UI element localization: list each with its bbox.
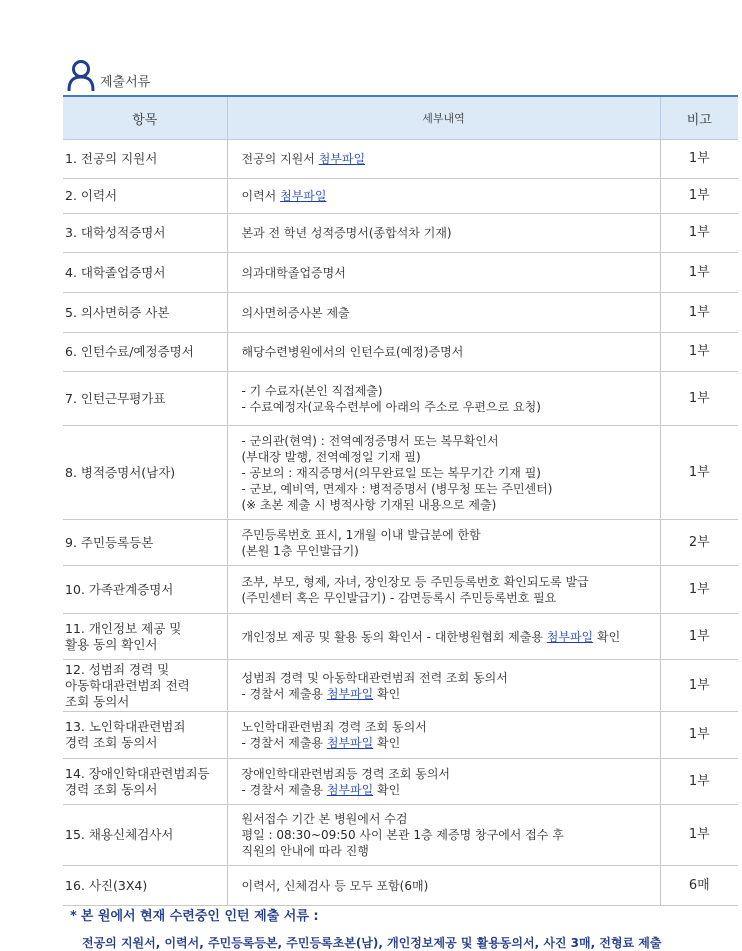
row-detail <box>227 520 660 566</box>
row-note: 1부 <box>660 660 738 712</box>
row-detail <box>227 614 660 660</box>
row-detail <box>227 866 660 906</box>
row-detail-text: 성범죄 경력 및 아동학대관련범죄 전력 조회 동의서 - 경찰서 제출용 <box>241 670 508 701</box>
row-detail-suffix: 확인 <box>373 736 401 750</box>
row-item: 5. 의사면허증 사본 <box>63 293 227 333</box>
row-note: 6매 <box>660 866 738 906</box>
row-item: 10. 가족관계증명서 <box>63 566 227 614</box>
row-detail-text: 이력서 <box>241 189 281 203</box>
row-detail <box>227 179 660 214</box>
row-detail-text: 주민등록번호 표시, 1개월 이내 발급분에 한함 (본원 1층 무인발급기) <box>241 527 481 558</box>
row-note: 1부 <box>660 426 738 520</box>
row-detail <box>227 372 660 426</box>
row-detail-text: 본과 전 학년 성적증명서(종합석차 기재) <box>241 226 452 240</box>
row-note: 1부 <box>660 333 738 372</box>
row-item: 8. 병적증명서(남자) <box>63 426 227 520</box>
table-row <box>63 520 738 566</box>
footnote-body: 전공의 지원서, 이력서, 주민등록등본, 주민등록초본(남), 개인정보제공 및 활용동의서, 사진 3매, 전형료 제출 <box>82 936 662 950</box>
documents-table <box>63 95 738 906</box>
header-note: 비고 <box>660 96 738 140</box>
row-detail-text: 전공의 지원서 <box>241 152 319 166</box>
row-item: 16. 사진(3X4) <box>63 866 227 906</box>
row-detail <box>227 759 660 805</box>
row-item: 11. 개인정보 제공 및 활용 동의 확인서 <box>63 614 227 660</box>
table-header-row <box>63 96 738 140</box>
row-detail-text: 원서접수 기간 본 병원에서 수검 평일 : 08:30~09:50 사이 본관 1층 제증명 창구에서 접수 후 직원의 안내에 따라 진행 <box>241 812 564 858</box>
row-detail <box>227 426 660 520</box>
row-detail-text: 조부, 부모, 형제, 자녀, 장인장모 등 주민등록번호 확인되도록 발급 (주민센터 혹은 무인발급기) - 감면등록시 주민등록번호 필요 <box>241 574 589 605</box>
table-row <box>63 333 738 372</box>
header-detail: 세부내역 <box>227 96 660 140</box>
row-detail <box>227 293 660 333</box>
footnote-heading: * 본 원에서 현재 수련중인 인턴 제출 서류 : <box>70 909 319 924</box>
row-item: 12. 성범죄 경력 및 아동학대관련범죄 전력 조회 동의서 <box>63 660 227 712</box>
table-row <box>63 214 738 253</box>
row-item: 3. 대학성적증명서 <box>63 214 227 253</box>
row-note: 1부 <box>660 712 738 759</box>
row-item: 13. 노인학대관련범죄 경력 조회 동의서 <box>63 712 227 759</box>
table-row <box>63 426 738 520</box>
attachment-link[interactable]: 첨부파일 <box>326 782 374 797</box>
row-detail-text: 개인정보 제공 및 활용 동의 확인서 - 대한병원협회 제출용 <box>241 629 547 644</box>
row-note: 1부 <box>660 179 738 214</box>
attachment-link[interactable]: 첨부파일 <box>318 152 366 166</box>
table-row <box>63 712 738 759</box>
row-detail <box>227 805 660 866</box>
row-detail-text: 노인학대관련범죄 경력 조회 동의서 - 경찰서 제출용 <box>241 720 427 750</box>
table-row <box>63 759 738 805</box>
table-row <box>63 293 738 333</box>
row-item: 9. 주민등록등본 <box>63 520 227 566</box>
row-detail-text: 장애인학대관련범죄등 경력 조회 동의서 - 경찰서 제출용 <box>241 766 451 797</box>
row-detail <box>227 712 660 759</box>
row-detail-suffix: 확인 <box>373 782 401 797</box>
table-row <box>63 566 738 614</box>
row-note: 1부 <box>660 372 738 426</box>
row-detail-text: 해당수련병원에서의 인턴수료(예정)증명서 <box>241 345 464 359</box>
table-row <box>63 372 738 426</box>
row-detail <box>227 660 660 712</box>
row-detail <box>227 253 660 293</box>
row-detail-text: 의과대학졸업증명서 <box>241 265 346 280</box>
header-item: 항목 <box>63 96 227 140</box>
row-detail <box>227 333 660 372</box>
footnote <box>70 905 738 951</box>
row-note: 1부 <box>660 759 738 805</box>
footnote-star: * <box>70 909 77 924</box>
row-note: 2부 <box>660 520 738 566</box>
table-row <box>63 179 738 214</box>
attachment-link[interactable]: 첨부파일 <box>326 686 374 701</box>
table-row <box>63 805 738 866</box>
row-detail-suffix: 확인 <box>373 686 401 701</box>
row-item: 6. 인턴수료/예정증명서 <box>63 333 227 372</box>
row-item: 14. 장애인학대관련범죄등 경력 조회 동의서 <box>63 759 227 805</box>
row-item: 15. 채용신체검사서 <box>63 805 227 866</box>
row-detail-text: - 군의관(현역) : 전역예정증명서 또는 복무확인서 (부대장 발행, 전역예정일 기재 필) - 공보의 : 재직증명서(의무완료일 또는 복무기간 기재 필) - 군보, 예비역, 면제자 : 병적증명서 (병무청 또는 주민센터) (※ 초본 제출 시 병적사항 기재된 내용으로 제출) <box>241 433 553 512</box>
table-row <box>63 660 738 712</box>
row-detail <box>227 140 660 179</box>
row-note: 1부 <box>660 614 738 660</box>
row-note: 1부 <box>660 293 738 333</box>
row-detail <box>227 566 660 614</box>
table-row <box>63 140 738 179</box>
row-item: 2. 이력서 <box>63 179 227 214</box>
row-note: 1부 <box>660 566 738 614</box>
row-note: 1부 <box>660 253 738 293</box>
row-note: 1부 <box>660 214 738 253</box>
row-detail-suffix: 확인 <box>593 629 621 644</box>
row-note: 1부 <box>660 805 738 866</box>
row-detail-text: - 기 수료자(본인 직접제출) - 수료예정자(교육수련부에 아래의 주소로 우편으로 요청) <box>241 383 541 414</box>
table-row <box>63 614 738 660</box>
row-item: 4. 대학졸업증명서 <box>63 253 227 293</box>
row-detail-text: 이력서, 신체검사 등 모두 포함(6매) <box>241 878 429 893</box>
row-note: 1부 <box>660 140 738 179</box>
row-detail-text: 의사면허증사본 제출 <box>241 305 350 320</box>
row-detail <box>227 214 660 253</box>
table-row <box>63 253 738 293</box>
attachment-link[interactable]: 첨부파일 <box>546 629 594 644</box>
section-header <box>66 58 150 92</box>
table-row <box>63 866 738 906</box>
row-item: 1. 전공의 지원서 <box>63 140 227 179</box>
section-title: 제출서류 <box>100 74 151 90</box>
row-item: 7. 인턴근무평가표 <box>63 372 227 426</box>
attachment-link[interactable]: 첨부파일 <box>326 736 374 750</box>
attachment-link[interactable]: 첨부파일 <box>280 189 327 203</box>
person-icon <box>66 59 96 91</box>
